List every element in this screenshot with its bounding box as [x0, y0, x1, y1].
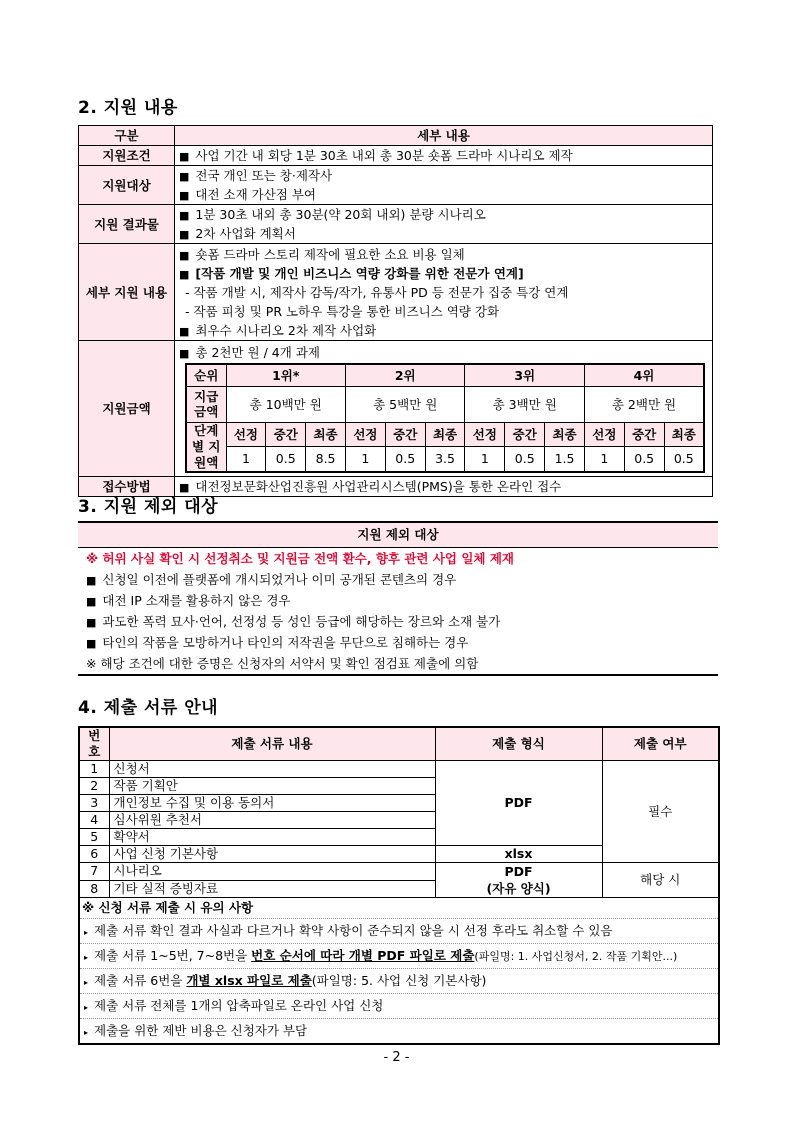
note-emphasis: 번호 순서에 따라 개별 PDF 파일로 제출: [251, 948, 475, 963]
format-xlsx: xlsx: [435, 846, 602, 863]
stage-final: 최종: [306, 422, 346, 447]
doc-no: 3: [79, 795, 109, 812]
doc-name: 개인정보 수집 및 이용 동의서: [109, 795, 435, 812]
stage-final: 최종: [545, 422, 585, 447]
stage-mid: 중간: [266, 422, 306, 447]
target-text-1: 전국 개인 또는 창·제작사: [195, 168, 333, 183]
square-bullet-icon: ■: [86, 595, 97, 608]
row-label-condition: 지원조건: [79, 146, 175, 166]
exclusion-box-title: 지원 제외 대상: [78, 521, 718, 548]
notes-cell: [79, 898, 719, 1045]
header-no: 번호: [79, 727, 109, 761]
triangle-bullet-icon: ▸: [84, 1028, 89, 1037]
note-2: [80, 943, 718, 968]
detail-text-3: 최우수 시나리오 2차 제작 사업화: [195, 322, 377, 338]
doc-no: 4: [79, 812, 109, 829]
doc-no: 8: [79, 880, 109, 898]
format-pdf-label: PDF: [504, 864, 533, 879]
row-label-apply: 접수방법: [79, 476, 175, 496]
exclusion-item-4: [78, 632, 718, 653]
required-mandatory: 필수: [602, 761, 719, 863]
stage-value: 1.5: [545, 447, 585, 472]
header-doc: 제출 서류 내용: [109, 727, 435, 761]
exclusion-text: 대전 IP 소재를 활용하지 않은 경우: [102, 593, 291, 608]
apply-text: 대전정보문화산업진흥원 사업관리시스템(PMS)을 통한 온라인 접수: [195, 478, 562, 494]
doc-name: 시나리오: [109, 863, 435, 881]
square-bullet-icon: ■: [179, 209, 190, 222]
doc-name: 확약서: [109, 829, 435, 846]
exclusion-item-3: [78, 611, 718, 632]
doc-name: 사업 신청 기본사항: [109, 846, 435, 863]
stage-label: 단계별 지원액: [186, 422, 226, 472]
doc-no: 7: [79, 863, 109, 881]
stage-select: 선정: [226, 422, 266, 447]
note-5: [80, 1018, 718, 1043]
note-emphasis: 개별 xlsx 파일로 제출: [186, 973, 312, 988]
page-number: - 2 -: [383, 1050, 410, 1065]
result-text-2: 2차 사업화 계획서: [195, 226, 296, 241]
note-1: [80, 918, 718, 943]
section-2-title: 2. 지원 내용: [78, 98, 178, 118]
exclusion-item-1: [78, 569, 718, 590]
row-label-result: 지원 결과물: [79, 205, 175, 244]
exclusion-note: ※ 해당 조건에 대한 증명은 신청자의 서약서 및 확인 점검표 제출에 의함: [86, 656, 479, 671]
square-bullet-icon: ■: [86, 616, 97, 629]
note-text: 제출 서류 확인 결과 사실과 다르거나 확약 사항이 준수되지 않을 시 선정 후라도 취소할 수 있음: [94, 923, 613, 938]
doc-no: 6: [79, 846, 109, 863]
condition-text: 사업 기간 내 회당 1분 30초 내외 총 30분 숏폼 드라마 시나리오 제작: [195, 148, 573, 163]
stage-select: 선정: [345, 422, 385, 447]
rank-4: 4위: [584, 364, 704, 386]
exclusion-text: 과도한 폭력 묘사·언어, 선정성 등 성인 등급에 해당하는 장르와 소재 불가: [102, 614, 501, 629]
header-format: 제출 형식: [435, 727, 602, 761]
format-pdf: PDF: [435, 761, 602, 846]
triangle-bullet-icon: ▸: [84, 953, 89, 962]
note-text: 제출 서류 6번을: [94, 973, 187, 988]
stage-value: 3.5: [425, 447, 465, 472]
row-label-target: 지원대상: [79, 166, 175, 205]
doc-no: 1: [79, 761, 109, 778]
note-text: 제출을 위한 제반 비용은 신청자가 부담: [94, 1023, 308, 1038]
doc-no: 2: [79, 778, 109, 795]
stage-value: 0.5: [624, 447, 664, 472]
section-3-title: 3. 지원 제외 대상: [78, 497, 219, 517]
header-detail: 세부 내용: [175, 126, 713, 146]
doc-name: 신청서: [109, 761, 435, 778]
stage-value: 0.5: [664, 447, 704, 472]
format-free-label: (자유 양식): [486, 881, 551, 896]
header-category: 구분: [79, 126, 175, 146]
stage-value: 1: [584, 447, 624, 472]
amount-text: 총 2천만 원 / 4개 과제: [195, 345, 320, 360]
rank-3: 3위: [465, 364, 584, 386]
rank-2: 2위: [345, 364, 464, 386]
stage-value: 1: [465, 447, 505, 472]
detail-text-2: [작품 개발 및 개인 비즈니스 역량 강화를 위한 전문가 연계]: [195, 265, 524, 281]
doc-no: 5: [79, 829, 109, 846]
stage-value: 1: [226, 447, 266, 472]
square-bullet-icon: ■: [86, 574, 97, 587]
stage-value: 0.5: [505, 447, 545, 472]
target-text-2: 대전 소재 가산점 부여: [195, 187, 317, 202]
square-bullet-icon: ■: [179, 228, 190, 241]
rank-table: [185, 363, 705, 473]
total-1: 총 10백만 원: [226, 386, 345, 422]
square-bullet-icon: ■: [179, 324, 190, 338]
documents-table: [78, 726, 720, 1045]
square-bullet-icon: ■: [179, 189, 190, 202]
section-4-title: 4. 제출 서류 안내: [78, 698, 219, 718]
rank-1: 1위*: [226, 364, 345, 386]
triangle-bullet-icon: ▸: [84, 928, 89, 937]
stage-value: 0.5: [385, 447, 425, 472]
note-text: 제출 서류 전체를 1개의 압축파일로 온라인 사업 신청: [94, 998, 384, 1013]
detail-text-1: 숏폼 드라마 스토리 제작에 필요한 소요 비용 일체: [195, 246, 465, 262]
doc-name: 작품 기획안: [109, 778, 435, 795]
note-text: (파일명: 1. 사업신청서, 2. 작품 기획안...): [474, 950, 678, 963]
doc-name: 기타 실적 증빙자료: [109, 880, 435, 898]
square-bullet-icon: ■: [179, 347, 190, 360]
exclusion-text: 신청일 이전에 플랫폼에 개시되었거나 이미 공개된 콘텐츠의 경우: [102, 572, 457, 587]
total-3: 총 3백만 원: [465, 386, 584, 422]
stage-value: 1: [345, 447, 385, 472]
square-bullet-icon: ■: [179, 150, 190, 163]
stage-value: 0.5: [266, 447, 306, 472]
stage-select: 선정: [465, 422, 505, 447]
row-label-amount: 지원금액: [79, 341, 175, 477]
total-4: 총 2백만 원: [584, 386, 704, 422]
square-bullet-icon: ■: [86, 637, 97, 650]
stage-mid: 중간: [505, 422, 545, 447]
detail-sub-2: - 작품 피칭 및 PR 노하우 특강을 통한 비즈니스 역량 강화: [185, 303, 500, 319]
triangle-bullet-icon: ▸: [84, 1003, 89, 1012]
square-bullet-icon: ■: [179, 480, 190, 494]
exclusion-text: 타인의 작품을 모방하거나 타인의 저작권을 무단으로 침해하는 경우: [102, 635, 469, 650]
stage-mid: 중간: [385, 422, 425, 447]
stage-value: 8.5: [306, 447, 346, 472]
header-required: 제출 여부: [602, 727, 719, 761]
doc-name: 심사위원 추천서: [109, 812, 435, 829]
stage-mid: 중간: [624, 422, 664, 447]
stage-final: 최종: [425, 422, 465, 447]
detail-sub-1: - 작품 개발 시, 제작사 감독/작가, 유통사 PD 등 전문가 집중 특강 연계: [185, 284, 569, 300]
total-label: 지급 금액: [186, 386, 226, 422]
row-label-detail: 세부 지원 내용: [79, 244, 175, 341]
required-conditional: 해당 시: [602, 863, 719, 898]
rank-label: 순위: [186, 364, 226, 386]
exclusion-warning: ※ 허위 사실 확인 시 선정취소 및 지원금 전액 환수, 향후 관련 사업 일체 제재: [86, 551, 515, 566]
note-text: 제출 서류 1~5번, 7~8번을: [94, 948, 252, 963]
total-2: 총 5백만 원: [345, 386, 464, 422]
note-text: (파일명: 5. 사업 신청 기본사항): [311, 973, 487, 988]
stage-final: 최종: [664, 422, 704, 447]
support-content-table: [78, 125, 713, 497]
exclusion-box: [78, 521, 718, 676]
square-bullet-icon: ■: [179, 170, 190, 183]
stage-select: 선정: [584, 422, 624, 447]
square-bullet-icon: ■: [179, 248, 190, 262]
exclusion-item-2: [78, 590, 718, 611]
format-pdf-free: [435, 863, 602, 898]
result-text-1: 1분 30초 내외 총 30분(약 20회 내외) 분량 시나리오: [195, 207, 486, 222]
notes-title: ※ 신청 서류 제출 시 유의 사항: [82, 900, 254, 915]
triangle-bullet-icon: ▸: [84, 978, 89, 987]
note-4: [80, 993, 718, 1018]
note-3: [80, 968, 718, 993]
square-bullet-icon: ■: [179, 267, 190, 281]
